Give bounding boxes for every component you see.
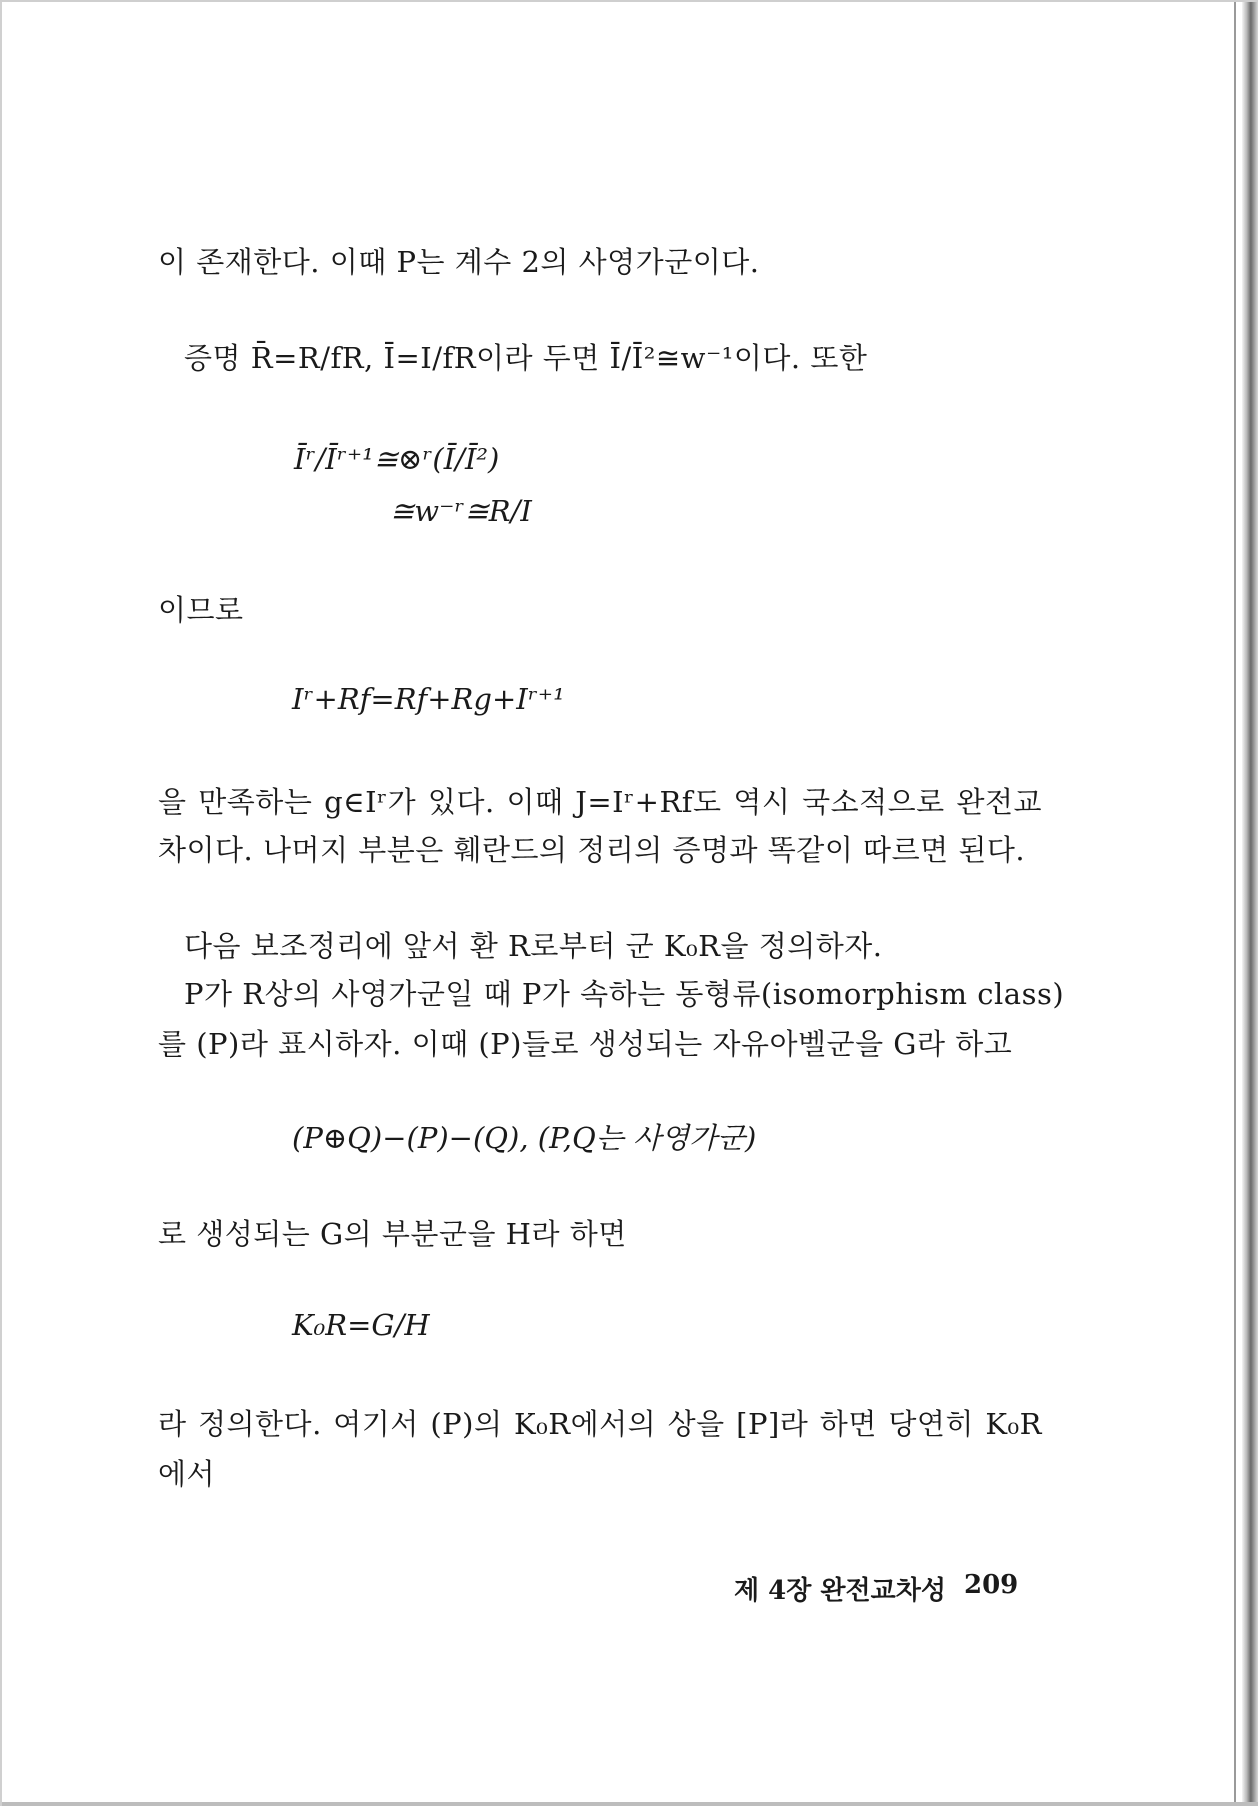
paragraph-line: 을 만족하는 g∈Iʳ가 있다. 이때 J=Iʳ+Rf도 역시 국소적으로 완전교 — [158, 785, 1042, 819]
equation-line: (P⊕Q)−(P)−(Q), (P,Q는 사영가군) — [292, 1121, 757, 1155]
paragraph-line: 차이다. 나머지 부분은 훼란드의 정리의 증명과 똑같이 따르면 된다. — [158, 833, 1026, 867]
paragraph-line: 다음 보조정리에 앞서 환 R로부터 군 K₀R을 정의하자. — [184, 929, 883, 963]
page-bottom-edge — [2, 1802, 1258, 1806]
paragraph-line: 이 존재한다. 이때 P는 계수 2의 사영가군이다. — [158, 245, 760, 279]
paragraph-line: 이므로 — [158, 593, 244, 627]
paragraph-line: P가 R상의 사영가군일 때 P가 속하는 동형류(isomorphism class) — [184, 977, 1065, 1011]
paragraph-line: 를 (P)라 표시하자. 이때 (P)들로 생성되는 자유아벨군을 G라 하고 — [158, 1027, 1013, 1061]
proof-line: 증명 R̄=R/fR, Ī=I/fR이라 두면 Ī/Ī²≅w⁻¹이다. 또한 — [184, 341, 868, 375]
equation-line: Iʳ+Rf=Rf+Rg+Iʳ⁺¹ — [292, 682, 565, 716]
chapter-footer: 제 4장 완전교차성 — [734, 1576, 947, 1606]
paragraph-line: 라 정의한다. 여기서 (P)의 K₀R에서의 상을 [P]라 하면 당연히 K₀R — [158, 1407, 1042, 1441]
paragraph-line: 로 생성되는 G의 부분군을 H라 하면 — [158, 1217, 627, 1251]
page-number: 209 — [964, 1570, 1019, 1600]
page-edge-shadow — [1242, 2, 1258, 1806]
paragraph-line: 에서 — [158, 1457, 216, 1491]
equation-line: Īʳ/Īʳ⁺¹≅⊗ʳ(Ī/Ī²) — [294, 442, 500, 476]
equation-line: ≅w⁻ʳ≅R/I — [390, 494, 532, 528]
page-edge-line — [1234, 2, 1236, 1806]
equation-line: K₀R=G/H — [292, 1308, 430, 1342]
